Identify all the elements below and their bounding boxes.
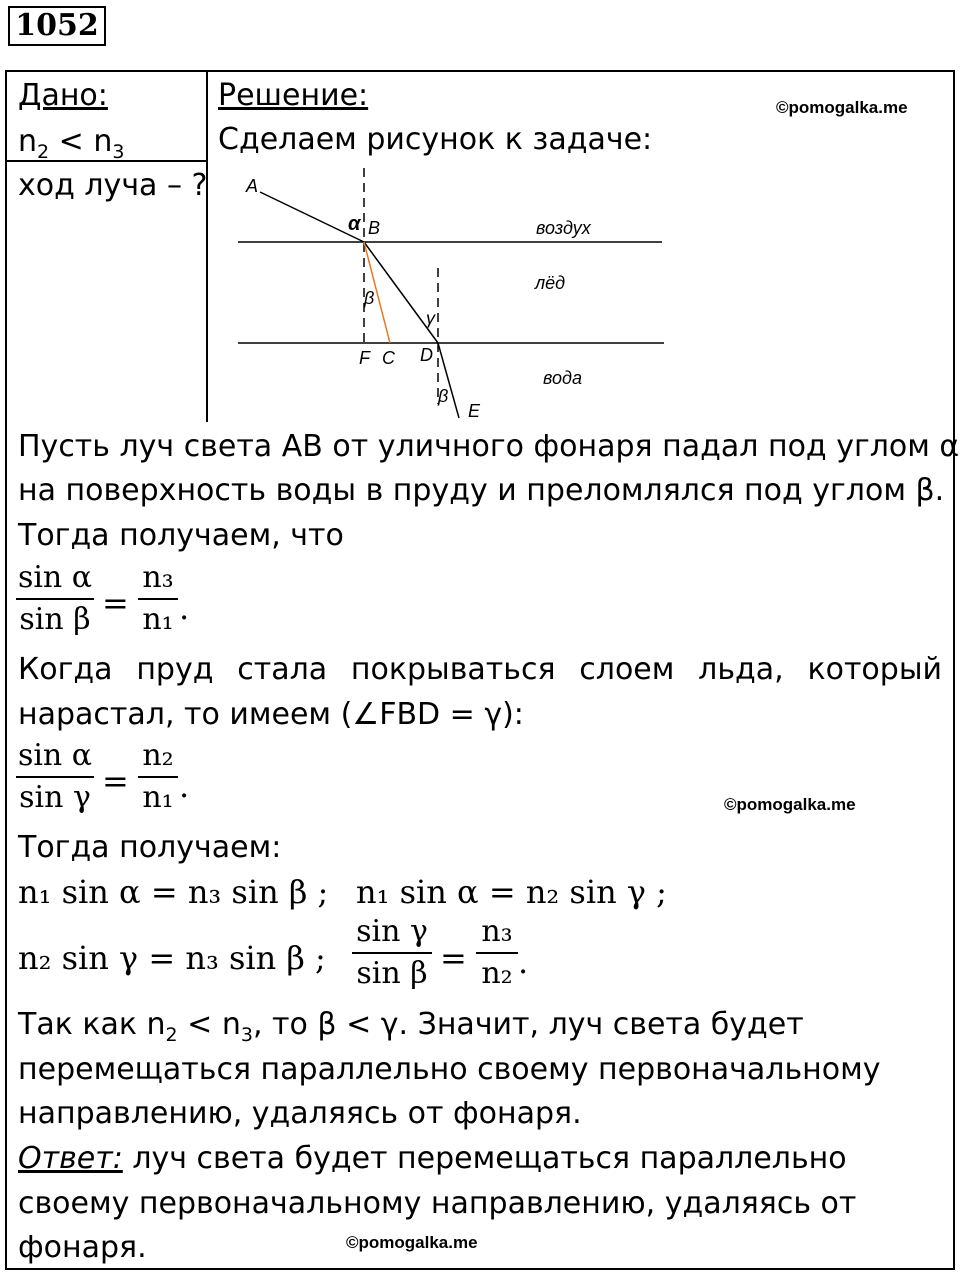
refraction-figure bbox=[230, 168, 680, 422]
label-f: F bbox=[359, 348, 370, 368]
eq4-right-fraction: n₃ n₂ bbox=[476, 912, 518, 994]
eq2-left-fraction: sin α sin γ bbox=[17, 738, 93, 815]
watermark: ©pomogalka.me bbox=[776, 98, 908, 117]
text-line: своему первоначальному направлению, удаляясь от bbox=[18, 1186, 857, 1221]
eq1-right-fraction: n₃ n₁ bbox=[138, 558, 178, 640]
label-beta-water: β bbox=[438, 386, 449, 406]
given-find: ход луча – ? bbox=[18, 168, 208, 203]
text-line: нарастал, то имеем (∠FBD = γ): bbox=[18, 697, 524, 732]
text-line: направлению, удаляясь от фонаря. bbox=[18, 1096, 582, 1131]
eq1-period: . bbox=[179, 589, 190, 627]
word: слоем bbox=[579, 652, 675, 687]
problem-number: 1052 bbox=[8, 6, 106, 46]
eq4-left-fraction: sin γ sin β bbox=[352, 912, 432, 994]
watermark: ©pomogalka.me bbox=[346, 1233, 478, 1252]
eq4-period: . bbox=[518, 943, 529, 981]
label-b: B bbox=[368, 218, 381, 238]
label-a: A bbox=[246, 176, 259, 196]
solution-header: Решение: bbox=[218, 78, 369, 113]
justified-line bbox=[18, 650, 942, 690]
text-line: Тогда получаем: bbox=[18, 830, 282, 865]
solution-intro: Сделаем рисунок к задаче: bbox=[218, 122, 653, 157]
watermark: ©pomogalka.me bbox=[724, 795, 856, 814]
text-line: на поверхность воды в пруду и преломлялся под углом β. bbox=[18, 473, 945, 508]
eq1-equals: = bbox=[102, 584, 129, 622]
eq2-equals: = bbox=[102, 762, 129, 800]
eq3-right: n₁ sin α = n₂ sin γ ; bbox=[356, 873, 667, 911]
label-gamma: γ bbox=[426, 308, 435, 328]
word: Когда bbox=[18, 652, 113, 687]
word: пруд bbox=[136, 652, 214, 687]
label-air: воздух bbox=[536, 218, 591, 238]
label-d: D bbox=[420, 345, 433, 365]
label-e: E bbox=[468, 401, 481, 421]
label-alpha: α bbox=[348, 213, 361, 235]
text-line: Пусть луч света АВ от уличного фонаря падал под углом α bbox=[18, 429, 960, 464]
eq4-left: n₂ sin γ = n₃ sin β ; bbox=[18, 939, 326, 977]
eq4-equals: = bbox=[440, 939, 467, 977]
label-c: C bbox=[382, 348, 395, 368]
eq2-right-fraction: n₂ n₁ bbox=[138, 736, 178, 818]
word: стала bbox=[237, 652, 328, 687]
ray-de bbox=[438, 343, 459, 418]
text-line: Так как $n_2 < n_3$, то β < γ. Значит, луч света будет bbox=[18, 1007, 804, 1046]
label-water: вода bbox=[543, 368, 582, 388]
answer-line: Ответ: луч света будет перемещаться параллельно bbox=[18, 1141, 847, 1176]
text-line: Тогда получаем, что bbox=[18, 518, 344, 553]
word: который bbox=[807, 652, 942, 687]
eq2-period: . bbox=[179, 767, 190, 805]
label-beta-ice: β bbox=[364, 288, 375, 308]
word: покрываться bbox=[350, 652, 556, 687]
given-header: Дано: bbox=[18, 78, 108, 113]
eq3-left: n₁ sin α = n₃ sin β ; bbox=[18, 873, 329, 911]
label-ice: лёд bbox=[535, 273, 566, 293]
text-line: фонаря. bbox=[18, 1230, 147, 1265]
given-divider-vertical bbox=[206, 70, 208, 422]
given-condition: $n_2 < n_3$ bbox=[18, 124, 125, 163]
word: льда, bbox=[698, 652, 784, 687]
answer-label: Ответ: bbox=[18, 1141, 123, 1176]
text-line: перемещаться параллельно своему первоначальному bbox=[18, 1052, 881, 1087]
eq1-left-fraction: sin α sin β bbox=[17, 560, 93, 637]
